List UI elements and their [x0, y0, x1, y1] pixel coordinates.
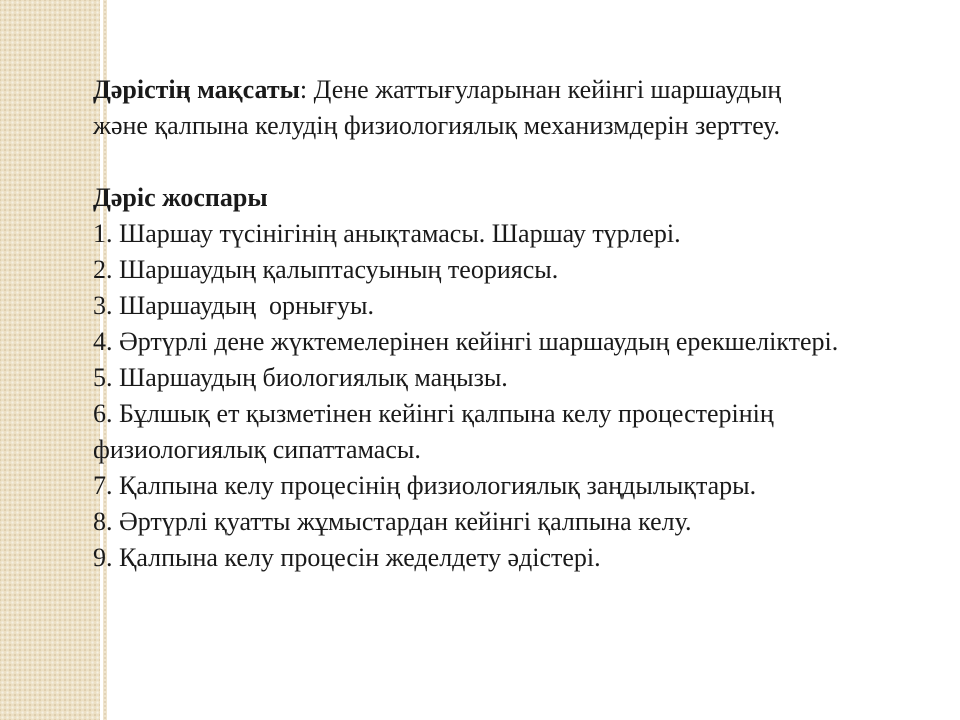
lecture-goal	[93, 72, 813, 144]
lecture-goal-text: Дене жаттығуларынан кейінгі шаршаудың және қалпына келудің физиологиялық механизмдерін зерттеу.	[93, 75, 782, 140]
decorative-side-band	[0, 0, 100, 720]
lecture-goal-label: Дәрістің мақсаты	[93, 75, 300, 104]
plan-item-2: 2. Шаршаудың қалыптасуының теориясы.	[93, 255, 559, 284]
plan-item-1: 1. Шаршау түсінігінің анықтамасы. Шаршау түрлері.	[93, 219, 681, 248]
plan-item-4: 4. Әртүрлі дене жүктемелерінен кейінгі шаршаудың ерекшеліктері.	[93, 327, 839, 356]
plan-item-6: 6. Бұлшық ет қызметінен кейінгі қалпына келу процестерінің физиологиялық сипаттамасы.	[93, 399, 774, 464]
lecture-plan-title	[93, 180, 923, 216]
spacer	[93, 144, 923, 180]
plan-item-3: 3. Шаршаудың орнығуы.	[93, 291, 374, 320]
plan-item-8: 8. Әртүрлі қуатты жұмыстардан кейінгі қалпына келу.	[93, 507, 692, 536]
lecture-goal-separator: :	[299, 75, 308, 104]
lecture-plan-title-text: Дәріс жоспары	[93, 183, 268, 212]
plan-item-9: 9. Қалпына келу процесін жеделдету әдістері.	[93, 543, 601, 572]
slide-content	[93, 72, 923, 576]
plan-item-5: 5. Шаршаудың биологиялық маңызы.	[93, 363, 508, 392]
plan-item-7: 7. Қалпына келу процесінің физиологиялық заңдылықтары.	[93, 471, 757, 500]
